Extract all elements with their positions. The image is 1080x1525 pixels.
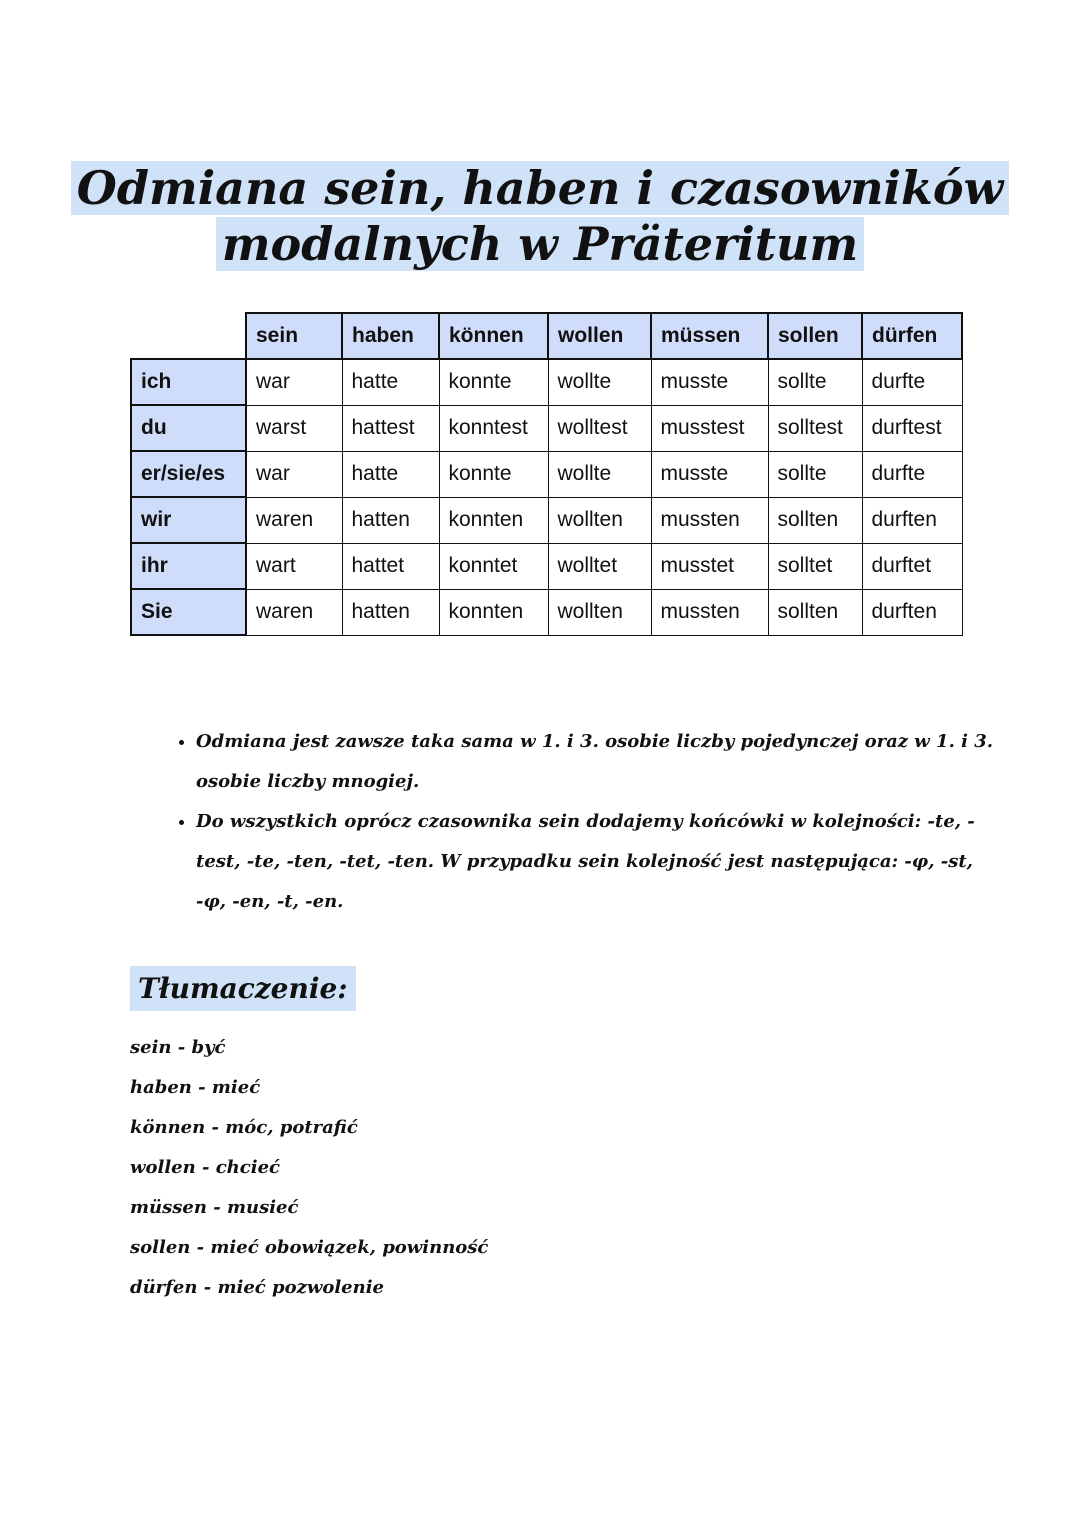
translation-item: sein - być xyxy=(130,1037,226,1058)
note-item: • Odmiana jest zawsze taka sama w 1. i 3. osobie liczby pojedynczej oraz w 1. i 3. osobie liczby mnogiej. xyxy=(196,722,996,802)
translation-item: dürfen - mieć pozwolenie xyxy=(130,1277,384,1298)
translation-item: müssen - musieć xyxy=(130,1197,299,1218)
table-cell: solltet xyxy=(768,543,862,589)
table-cell: waren xyxy=(246,497,342,543)
table-cell: waren xyxy=(246,589,342,635)
row-header: wir xyxy=(131,497,246,543)
table-cell: sollte xyxy=(768,359,862,405)
table-cell: musstet xyxy=(651,543,768,589)
table-cell: wolltest xyxy=(548,405,651,451)
translation-list xyxy=(130,1028,488,1308)
table-header-row xyxy=(131,313,962,359)
table-cell: durftet xyxy=(862,543,962,589)
translation-item: haben - mieć xyxy=(130,1077,261,1098)
table-cell: konntest xyxy=(439,405,548,451)
column-header: sollen xyxy=(768,313,862,359)
table-cell: musste xyxy=(651,451,768,497)
table-cell: konntet xyxy=(439,543,548,589)
table-cell: mussten xyxy=(651,497,768,543)
table-cell: musstest xyxy=(651,405,768,451)
table-row xyxy=(131,451,962,497)
table-corner-cell xyxy=(131,313,246,359)
table-cell: war xyxy=(246,451,342,497)
table-cell: hatte xyxy=(342,451,439,497)
table-cell: hatten xyxy=(342,497,439,543)
column-header: haben xyxy=(342,313,439,359)
table-cell: wollten xyxy=(548,497,651,543)
table-cell: wollte xyxy=(548,359,651,405)
table-cell: war xyxy=(246,359,342,405)
page-title xyxy=(0,160,1080,272)
row-header: Sie xyxy=(131,589,246,635)
conjugation-table xyxy=(130,312,963,636)
table-row xyxy=(131,405,962,451)
table-cell: warst xyxy=(246,405,342,451)
table-cell: wollte xyxy=(548,451,651,497)
table-row xyxy=(131,589,962,635)
table-cell: hatte xyxy=(342,359,439,405)
row-header: ich xyxy=(131,359,246,405)
table-cell: durfte xyxy=(862,359,962,405)
table-cell: wart xyxy=(246,543,342,589)
row-header: er/sie/es xyxy=(131,451,246,497)
table-cell: hatten xyxy=(342,589,439,635)
column-header: müssen xyxy=(651,313,768,359)
table-row xyxy=(131,497,962,543)
column-header: sein xyxy=(246,313,342,359)
title-line-2: modalnych w Präteritum xyxy=(216,217,864,271)
translation-heading: Tłumaczenie: xyxy=(130,966,356,1011)
row-header: ihr xyxy=(131,543,246,589)
table-cell: wolltet xyxy=(548,543,651,589)
table-row xyxy=(131,359,962,405)
table-cell: durften xyxy=(862,589,962,635)
table-cell: solltest xyxy=(768,405,862,451)
table-cell: konnten xyxy=(439,589,548,635)
table-cell: durften xyxy=(862,497,962,543)
table-cell: sollten xyxy=(768,589,862,635)
table-cell: konnte xyxy=(439,451,548,497)
translation-item: sollen - mieć obowiązek, powinność xyxy=(130,1237,489,1258)
column-header: dürfen xyxy=(862,313,962,359)
table-cell: konnten xyxy=(439,497,548,543)
table-cell: mussten xyxy=(651,589,768,635)
table-cell: wollten xyxy=(548,589,651,635)
table-cell: sollten xyxy=(768,497,862,543)
row-header: du xyxy=(131,405,246,451)
title-line-1: Odmiana sein, haben i czasowników xyxy=(71,161,1009,215)
translation-item: wollen - chcieć xyxy=(130,1157,280,1178)
table-cell: konnte xyxy=(439,359,548,405)
table-cell: musste xyxy=(651,359,768,405)
table-row xyxy=(131,543,962,589)
column-header: wollen xyxy=(548,313,651,359)
table-cell: hattest xyxy=(342,405,439,451)
table-cell: durfte xyxy=(862,451,962,497)
table-cell: durftest xyxy=(862,405,962,451)
note-item: • Do wszystkich oprócz czasownika sein dodajemy końcówki w kolejności: -te, -test, -te, -ten, -tet, -ten. W przypadku sein kolejność jest następująca: -φ, -st, -φ, -en, -t, -en. xyxy=(196,802,996,922)
column-header: können xyxy=(439,313,548,359)
table-cell: hattet xyxy=(342,543,439,589)
notes-list xyxy=(160,722,996,922)
translation-item: können - móc, potrafić xyxy=(130,1117,358,1138)
table-cell: sollte xyxy=(768,451,862,497)
